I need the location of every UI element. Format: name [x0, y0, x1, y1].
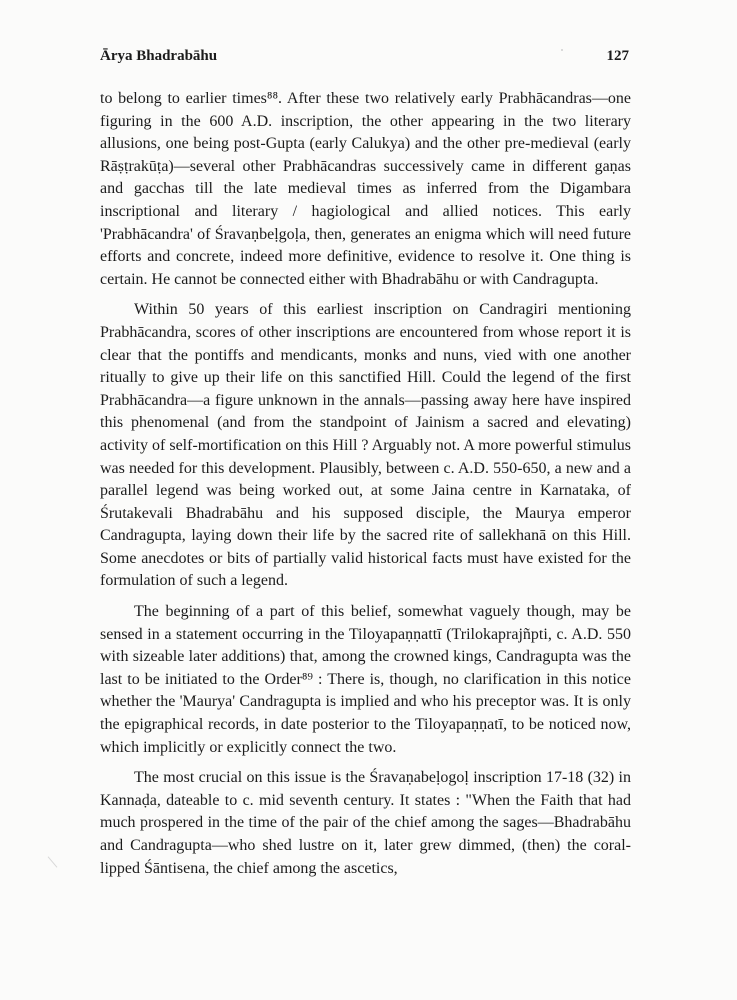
page-number: 127 — [606, 48, 629, 64]
running-head — [100, 48, 629, 74]
paragraph-2: Within 50 years of this earliest inscription on Candragiri mentioning Prabhācandra, scores of other inscriptions are encountered from whose report it is clear that the pontiffs and mendicants, monks and nuns, vied with one another ritually to give up their life on this sanctified Hill. Could the legend of the first Prabhācandra—a figure unknown in the annals—passing away here have inspired this phenomenal (and from the standpoint of Jainism a sacred and elevating) activity of self-mortification on this Hill ? Arguably not. A more powerful stimulus was needed for this development. Plausibly, between c. A.D. 550-650, a new and a parallel legend was being worked out, at some Jaina centre in Karnataka, of Śrutakevali Bhadrabāhu and his supposed disciple, the Maurya emperor Candragupta, laying down their life by the sacred rite of sallekhanā on this Hill. Some anecdotes or bits of partially valid historical facts must have existed for the formulation of such a legend. — [100, 301, 631, 590]
body-text — [100, 88, 631, 880]
running-title: Ārya Bhadrabāhu — [100, 48, 218, 64]
scan-mark — [48, 856, 58, 867]
paragraph-3: The beginning of a part of this belief, somewhat vaguely though, may be sensed in a statement occurring in the Tiloyapaṇṇattī (Trilokaprajñpti, c. A.D. 550 with sizeable later additions) that, among the crowned kings, Candragupta was the last to be initiated to the Order⁸⁹ : There is, though, no clarification in this notice whether the 'Maurya' Candragupta is implied and who his preceptor was. It is only the epigraphical records, in date posterior to the Tiloyapaṇṇatī, to be noticed now, which implicitly or explicitly connect the two. — [100, 603, 631, 756]
paragraph-4: The most crucial on this issue is the Śravaṇabeḷogoḷ inscription 17-18 (32) in Kannaḍa, dateable to c. mid seventh century. It states : "When the Faith that had much prospered in the time of the pair of the chief among the sages—Bhadrabāhu and Candragupta—who shed lustre on it, later grew dimmed, (then) the coral-lipped Śāntisena, the chief among the ascetics, — [100, 769, 631, 877]
paragraph-1: to belong to earlier times⁸⁸. After these two relatively early Prabhācandras—one figuring in the 600 A.D. inscription, the other appearing in the two literary allusions, one being post-Gupta (early Calukya) and the other pre-medieval (early Rāṣṭrakūṭa)—several other Prabhācandras successively came in different gaṇas and gacchas till the late medieval times as inferred from the Digambara inscriptional and literary / hagiological and allied notices. This early 'Prabhācandra' of Śravaṇbeḷgoḷa, then, generates an enigma which will need future efforts and concrete, indeed more definitive, evidence to resolve it. One thing is certain. He cannot be connected either with Bhadrabāhu or with Candragupta. — [100, 90, 631, 288]
